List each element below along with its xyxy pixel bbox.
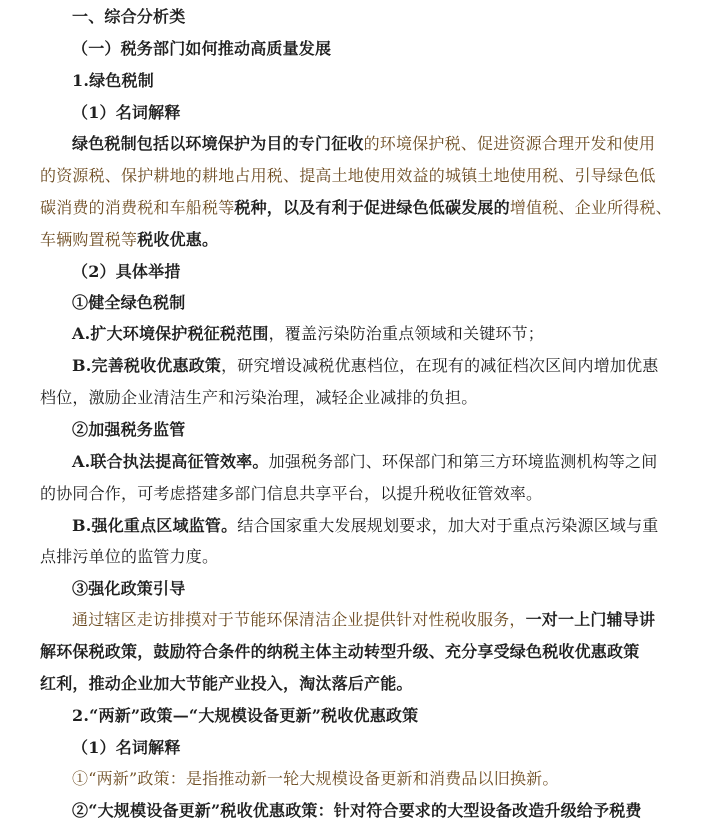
bold-phrase: 绿色税制包括以环境保护为目的专门征收 [72, 134, 364, 153]
bold-phrase: 税收优惠。 [137, 230, 219, 249]
text-phrase: 碳消费的消费税和车船税等 [40, 198, 235, 217]
paragraph-line [40, 198, 672, 218]
measure-line [72, 516, 659, 536]
bold-phrase: B.完善税收优惠政策 [72, 356, 222, 375]
bold-phrase: 税种，以及有利于促进绿色低碳发展的 [234, 198, 510, 217]
paragraph-line [40, 230, 218, 250]
paragraph-line [72, 134, 655, 154]
section-title: 一、综合分析类 [72, 7, 186, 26]
bold-phrase: A.联合执法提高征管效率。 [72, 452, 269, 471]
measure-line [72, 324, 544, 344]
text-phrase: 通过辖区走访排摸对于节能环保清洁企业提供针对性税收服务， [72, 610, 526, 629]
text-phrase: 增值税、企业所得税、 [509, 198, 672, 217]
measure-line: 点排污单位的监管力度。 [40, 547, 219, 566]
heading-definition: （1）名词解释 [72, 103, 181, 122]
subsection-title: （一）税务部门如何推动高质量发展 [72, 39, 332, 58]
measure-line [72, 356, 659, 376]
text-phrase: ，研究增设减税优惠档位，在现有的减征档次区间内增加优惠 [221, 356, 659, 375]
bold-phrase: B.强化重点区域监管。 [72, 516, 238, 535]
text-phrase: ，覆盖污染防治重点领域和关键环节； [268, 324, 544, 343]
paragraph-line [72, 610, 655, 630]
measure-title: ②加强税务监管 [72, 420, 186, 439]
text-phrase: 车辆购置税等 [40, 230, 138, 249]
text-phrase: 加强税务部门、环保部门和第三方环境监测机构等之间 [268, 452, 658, 471]
item-title-two-new-policy: 2.“两新”政策—“大规模设备更新”税收优惠政策 [72, 706, 419, 725]
item-title-green-tax: 1.绿色税制 [72, 71, 154, 90]
measure-title: ③强化政策引导 [72, 579, 186, 598]
measure-line: 的协同合作，可考虑搭建多部门信息共享平台，以提升税收征管效率。 [40, 484, 543, 503]
definition-line: ②“大规模设备更新”税收优惠政策：针对符合要求的大型设备改造升级给予税费 [72, 801, 642, 820]
paragraph-line: 的资源税、保护耕地的耕地占用税、提高土地使用效益的城镇土地使用税、引导绿色低 [40, 166, 656, 185]
text-phrase: 结合国家重大发展规划要求，加大对于重点污染源区域与重 [237, 516, 659, 535]
measure-line [72, 452, 657, 472]
heading-measures: （2）具体举措 [72, 262, 181, 281]
bold-phrase: A.扩大环境保护税征税范围 [72, 324, 269, 343]
paragraph-line: 解环保税政策，鼓励符合条件的纳税主体主动转型升级、充分享受绿色税收优惠政策 [40, 642, 640, 661]
measure-title: ①健全绿色税制 [72, 293, 186, 312]
paragraph-line: 红利，推动企业加大节能产业投入，淘汰落后产能。 [40, 674, 413, 693]
bold-phrase: 一对一上门辅导讲 [525, 610, 656, 629]
text-phrase: 的环境保护税、促进资源合理开发和使用 [363, 134, 656, 153]
measure-line: 档位，激励企业清洁生产和污染治理，减轻企业减排的负担。 [40, 388, 478, 407]
definition-line: ①“两新”政策：是指推动新一轮大规模设备更新和消费品以旧换新。 [72, 769, 559, 788]
heading-definition: （1）名词解释 [72, 738, 181, 757]
